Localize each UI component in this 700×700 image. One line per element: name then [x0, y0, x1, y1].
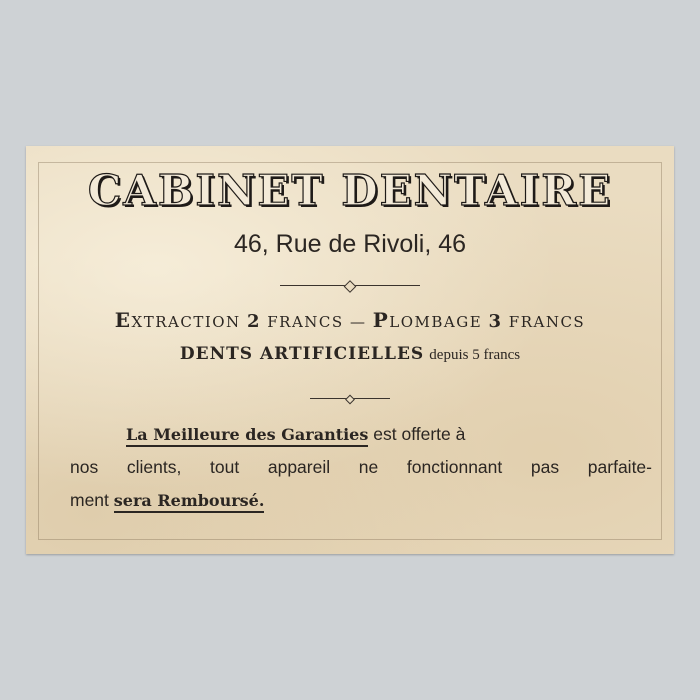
guarantee-line-3 [70, 484, 652, 517]
extraction-amount: 2 [246, 311, 261, 332]
guarantee-line-1-rest: est offerte à [373, 424, 466, 444]
business-card [26, 146, 674, 554]
dents-price: depuis 5 francs [429, 347, 521, 363]
address: 46, Rue de Rivoli, 46 [233, 230, 467, 258]
extraction-initial: E [114, 308, 132, 332]
dents-label: DENTS ARTIFICIELLES [179, 344, 425, 364]
plombage-label: LOMBAGE [389, 313, 483, 331]
extraction-unit: FRANCS [267, 313, 344, 331]
refund-text: sera Remboursé. [114, 491, 265, 513]
plombage-initial: P [372, 308, 390, 332]
small-divider [310, 398, 390, 399]
price-line [26, 308, 674, 332]
guarantee-line-1 [70, 418, 652, 451]
guarantee-heading: La Meilleure des Garanties [126, 425, 368, 447]
guarantee-line-3-start: ment [70, 490, 109, 510]
ornament-divider [280, 285, 420, 286]
guarantee-line-2: nos clients, tout appareil ne fonctionnant pas parfaite- [70, 457, 652, 477]
extraction-label: XTRACTION [131, 313, 241, 331]
guarantee-paragraph [70, 418, 652, 517]
card-title: CABINET DENTAIRE [87, 166, 613, 215]
plombage-unit: FRANCS [508, 313, 586, 331]
plombage-amount: 3 [488, 311, 503, 332]
price-separator: — [349, 313, 367, 331]
dents-line [26, 344, 674, 364]
